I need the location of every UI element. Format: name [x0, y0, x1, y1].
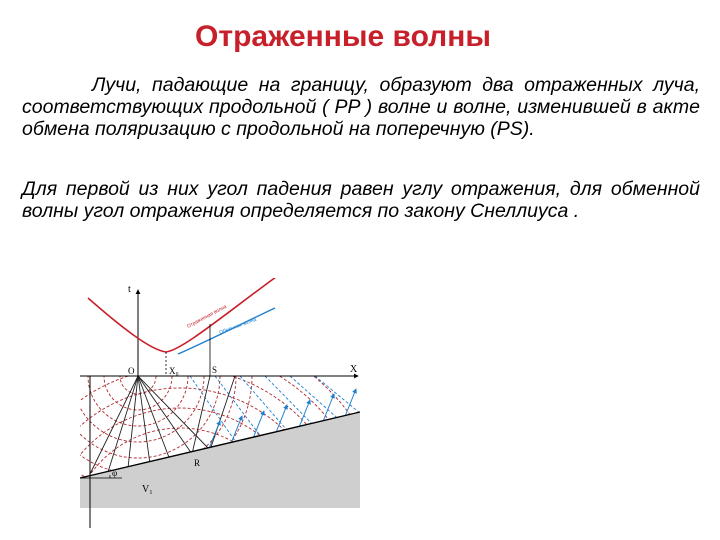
pp-hodograph-curve — [88, 278, 280, 352]
axis-x-label: X — [350, 364, 358, 375]
pp-curve-label: Отраженная волна — [186, 303, 228, 330]
x0-label: X₀ — [169, 366, 179, 376]
axis-t-label: t — [128, 284, 131, 295]
r-label: R — [194, 458, 201, 468]
origin-label: O — [128, 366, 135, 376]
paragraph-reflected-rays: Лучи, падающие на границу, образуют два отраженных луча, соответствующих продольной ( PP ) волне и волне, изменившей в акте обмена поляризацию с продольной на поперечную (PS). — [22, 74, 700, 140]
ps-curve-label: Обменная волна — [218, 316, 258, 336]
reflection-diagram — [70, 278, 370, 540]
v1-label: V₁ — [142, 484, 153, 495]
paragraph-snell-law: Для первой из них угол падения равен углу отражения, для обменной волны угол отражения определяется по закону Снеллиуса . — [22, 178, 700, 222]
s-label: S — [212, 365, 218, 375]
phi-label: φ — [112, 468, 118, 478]
slide-title: Отраженные волны — [195, 20, 491, 53]
